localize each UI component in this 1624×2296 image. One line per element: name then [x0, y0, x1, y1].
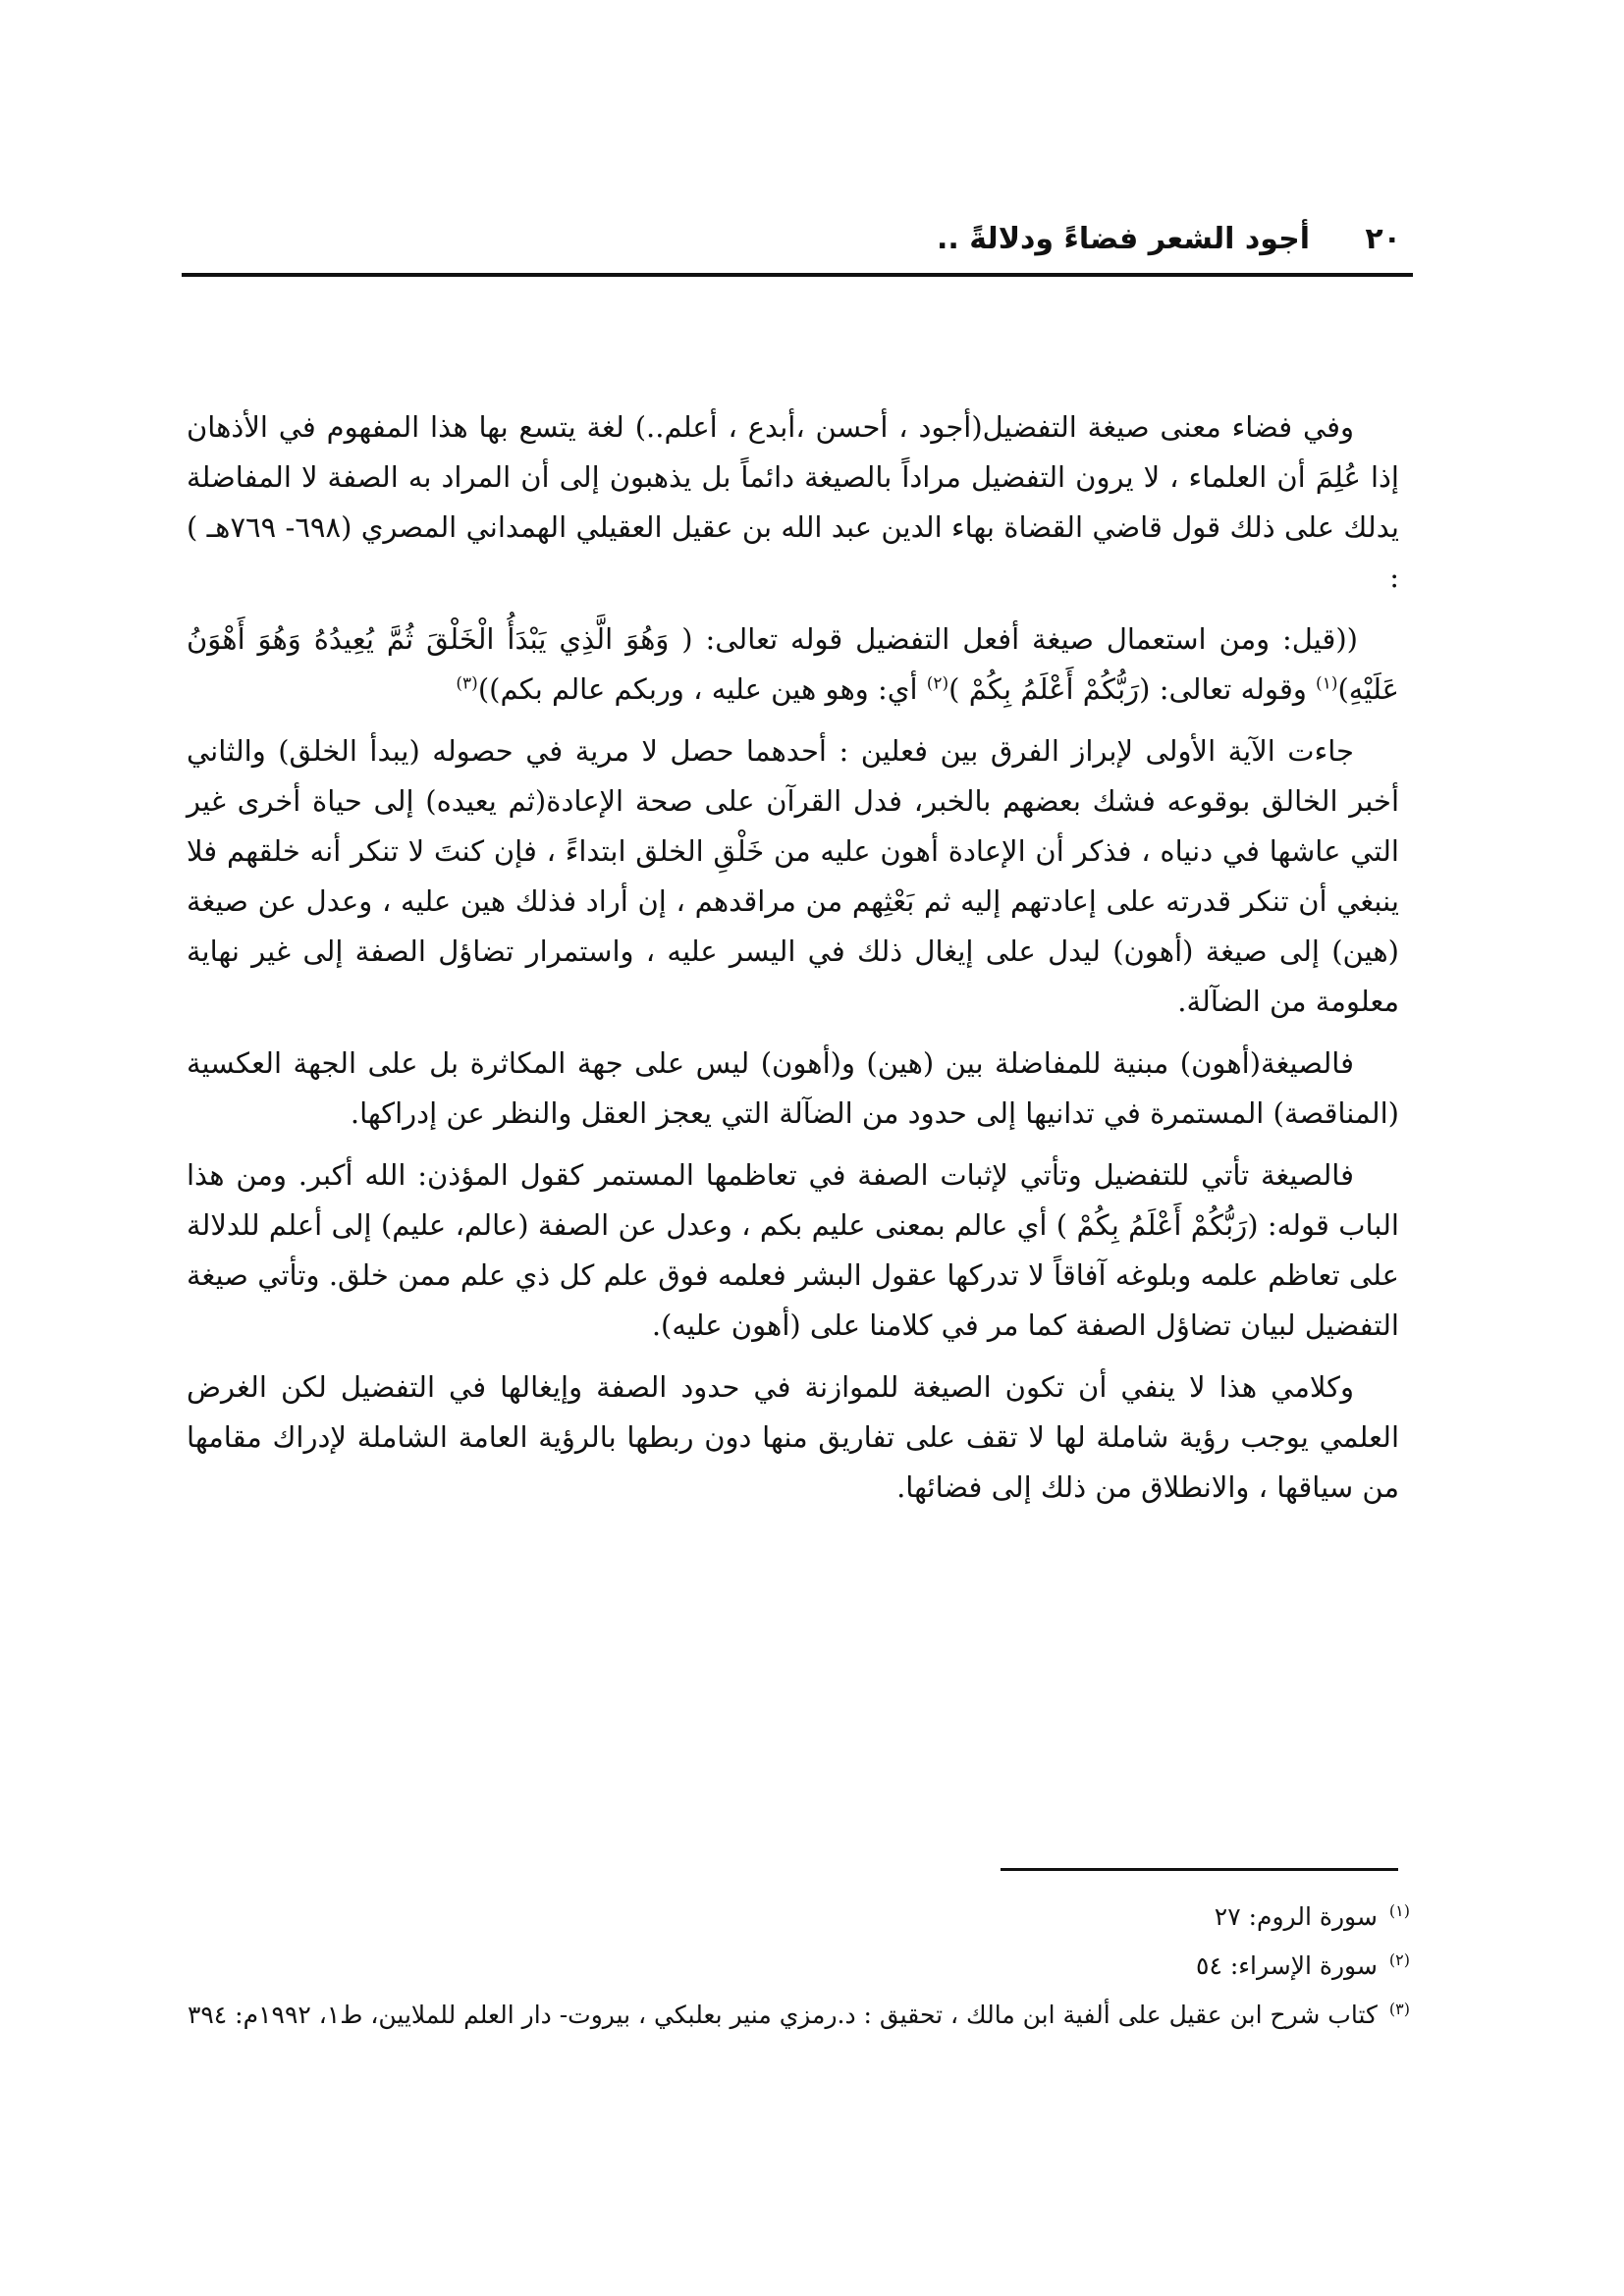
paragraph-superlative: فالصيغة تأتي للتفضيل وتأتي لإثبات الصفة في تعاظمها المستمر كقول المؤذن: الله أكبر. ومن هذا الباب قوله: (رَبُّكُمْ أَعْلَمُ بِكُمْ ) أي عالم بمعنى عليم بكم ، وعدل عن الصفة (عالم، عليم) إلى أعلم للدلالة على تعاظم علمه وبلوغه آفاقاً لا تدركها عقول البشر فعلمه فوق علم كل ذي علم ممن خلق. وتأتي صيغة التفضيل لبيان تضاؤل الصفة كما مر في كلامنا على (أهون عليه). — [187, 1158, 1399, 1342]
footnotes — [177, 1893, 1410, 2040]
paragraph-verse-analysis: جاءت الآية الأولى لإبراز الفرق بين فعلين : أحدهما حصل لا مرية في حصوله (يبدأ الخلق) والثاني أخبر الخالق بوقوعه فشك بعضهم بالخبر، فدل القرآن على صحة الإعادة(ثم يعيده) إلى حياة أخرى غير التي عاشها في دنياه ، فذكر أن الإعادة أهون عليه من خَلْقِ الخلق ابتداءً ، فإن كنتَ لا تنكر أنه خلقهم فلا ينبغي أن تنكر قدرته على إعادتهم إليه ثم بَعْثِهم من مراقدهم ، إن أراد فذلك هين عليه ، وعدل عن صيغة (هين) إلى صيغة (أهون) ليدل على إيغال ذلك في اليسر عليه ، واستمرار تضاؤل الصفة إلى غير نهاية معلومة من الضآلة. — [187, 734, 1399, 1018]
footnote-text: سورة الروم: ٢٧ — [1214, 1902, 1378, 1931]
paragraph-intro: وفي فضاء معنى صيغة التفضيل(أجود ، أحسن ،أبدع ، أعلم..) لغة يتسع بها هذا المفهوم في الأذهان إذا عُلِمَ أن العلماء ، لا يرون التفضيل مراداً بالصيغة دائماً بل يذهبون إلى أن المراد به الصفة لا المفاضلة يدلك على ذلك قول قاضي القضاة بهاء الدين عبد الله بن عقيل العقيلي الهمداني المصري (٦٩٨- ٧٦٩هـ ) : — [187, 410, 1399, 594]
footnote-mark: (٢) — [1388, 1949, 1410, 1969]
paragraph-quotation — [187, 614, 1399, 715]
body-text — [187, 402, 1399, 1524]
quotation-part-2: وقوله تعالى: (رَبُّكُمْ أَعْلَمُ بِكُمْ ) — [948, 672, 1317, 706]
paragraph-conclusion: وكلامي هذا لا ينفي أن تكون الصيغة للموازنة في حدود الصفة وإيغالها في التفضيل لكن الغرض العلمي يوجب رؤية شاملة لها لا تقف على تفاريق منها دون ربطها بالرؤية العامة الشاملة لإدراك مقامها من سياقها ، والانطلاق من ذلك إلى فضائها. — [187, 1370, 1399, 1504]
footnote-mark: (٣) — [1388, 1999, 1410, 2018]
footnote-1 — [177, 1893, 1410, 1942]
footnote-divider — [1001, 1868, 1398, 1871]
footnote-text: سورة الإسراء: ٥٤ — [1196, 1951, 1378, 1980]
page-number: ٢٠ — [1365, 222, 1401, 256]
running-title: أجود الشعر فضاءً ودلالةً .. — [937, 222, 1310, 256]
footnote-mark: (١) — [1388, 1900, 1410, 1920]
footnote-ref-3[interactable]: (٣) — [456, 673, 478, 694]
running-header — [182, 214, 1413, 277]
quotation-part-1: ((قيل: ومن استعمال صيغة أفعل التفضيل قوله تعالى: ( وَهُوَ الَّذِي يَبْدَأُ الْخَلْقَ ثُمَّ يُعِيدُهُ وَهُوَ أَهْوَنُ عَلَيْهِ) — [187, 622, 1399, 706]
footnote-ref-2[interactable]: (٢) — [926, 673, 949, 694]
footnote-3 — [177, 1991, 1410, 2040]
paragraph-ahwan: فالصيغة(أهون) مبنية للمفاضلة بين (هين) و(أهون) ليس على جهة المكاثرة بل على الجهة العكسية (المناقصة) المستمرة في تدانيها إلى حدود من الضآلة التي يعجز العقل والنظر عن إدراكها. — [187, 1046, 1399, 1130]
footnote-ref-1[interactable]: (١) — [1316, 673, 1338, 694]
footnote-text: كتاب شرح ابن عقيل على ألفية ابن مالك ، تحقيق : د.رمزي منير بعلبكي ، بيروت- دار العلم للملايين، ط١، ١٩٩٢م: ٣٩٤ — [187, 2001, 1378, 2029]
footnote-2 — [177, 1942, 1410, 1991]
quotation-part-3: أي: وهو هين عليه ، وربكم عالم بكم)) — [477, 672, 927, 706]
